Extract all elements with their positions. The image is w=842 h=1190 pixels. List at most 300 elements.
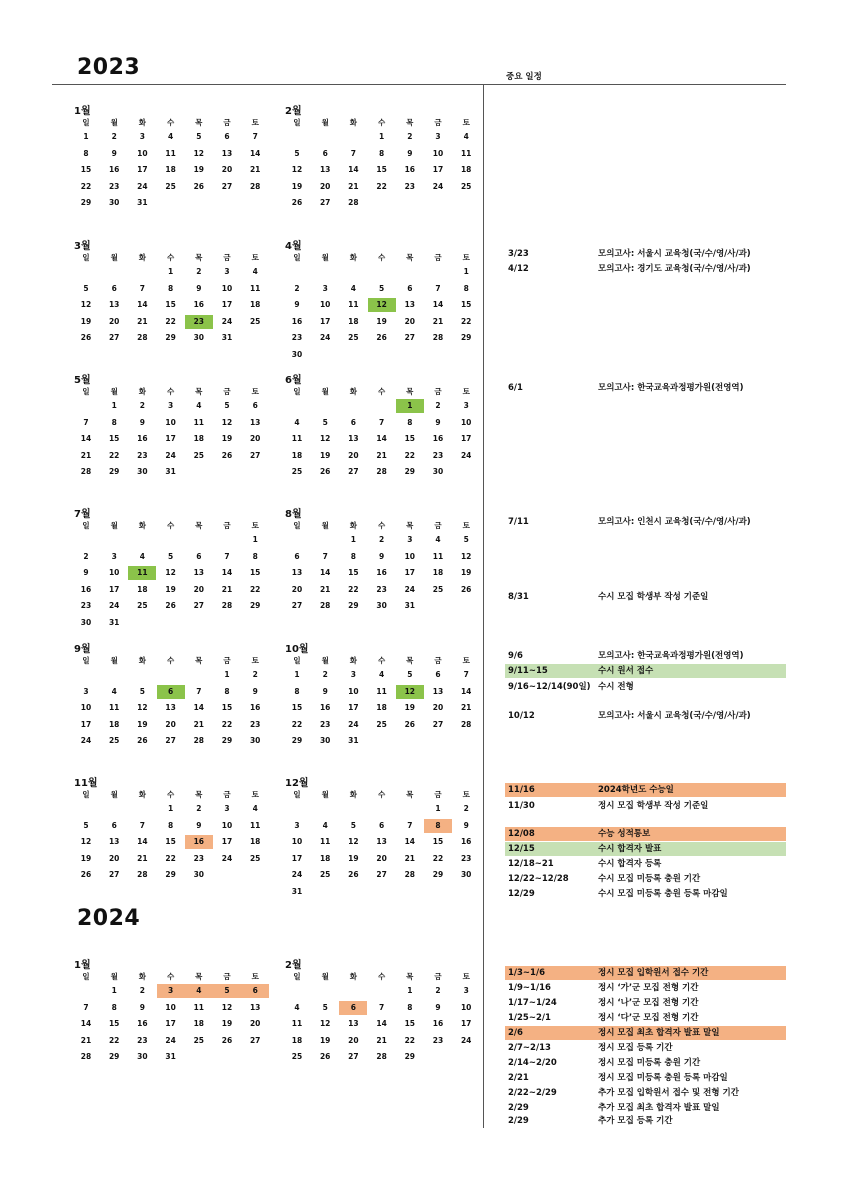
day-cell: 2 (196, 804, 202, 813)
weekday-header: 수 (377, 972, 386, 981)
day-cell: 22 (165, 316, 176, 326)
highlighted-day: 12 (396, 685, 424, 699)
day-cell: 23 (319, 719, 331, 729)
day-cell: 5 (224, 401, 230, 410)
weekday-header: 토 (251, 972, 259, 981)
day-cell: 11 (193, 417, 205, 427)
day-cell: 17 (432, 165, 444, 174)
event-date: 1/3~1/6 (508, 968, 545, 978)
day-cell: 24 (291, 870, 303, 879)
weekday-header: 수 (166, 790, 175, 799)
schedule-row (505, 1011, 786, 1025)
month-label: 2월 (285, 960, 302, 971)
day-cell: 19 (80, 316, 92, 326)
day-cell: 22 (108, 450, 120, 460)
day-cell: 4 (378, 670, 385, 679)
day-cell: 13 (291, 568, 303, 577)
event-date: 2/7~2/13 (508, 1043, 551, 1053)
day-cell: 30 (193, 333, 205, 342)
day-cell: 7 (322, 551, 328, 561)
day-cell: 20 (432, 703, 444, 712)
day-cell: 11 (291, 434, 303, 443)
day-cell: 14 (221, 568, 233, 577)
day-cell: 30 (432, 467, 444, 476)
schedule-row (505, 966, 786, 980)
day-cell: 31 (165, 467, 176, 476)
day-cell: 11 (193, 1002, 205, 1012)
day-cell: 24 (460, 450, 472, 460)
weekday-header: 목 (195, 521, 203, 530)
day-cell: 19 (165, 584, 176, 594)
weekday-header: 일 (82, 790, 90, 799)
weekday-header: 수 (166, 387, 175, 396)
day-cell: 5 (139, 686, 145, 696)
weekday-header: 금 (434, 118, 442, 127)
day-cell: 23 (291, 333, 303, 342)
day-cell: 8 (407, 1002, 413, 1012)
day-cell: 7 (378, 417, 385, 427)
event-date: 10/12 (508, 711, 535, 721)
day-cell: 1 (167, 804, 174, 813)
day-cell: 9 (83, 568, 89, 577)
day-cell: 25 (291, 467, 303, 476)
header-rule (52, 84, 786, 85)
month-label: 3월 (74, 241, 91, 252)
event-date: 12/29 (508, 889, 535, 899)
day-cell: 21 (80, 1035, 92, 1045)
day-cell: 10 (137, 148, 148, 158)
day-cell: 9 (139, 417, 145, 427)
weekday-header: 목 (195, 790, 203, 799)
month-label: 6월 (285, 375, 302, 386)
day-cell: 12 (221, 417, 233, 427)
event-description: 수시 원서 접수 (598, 666, 654, 676)
day-cell: 25 (108, 736, 120, 745)
day-cell: 29 (348, 601, 359, 610)
day-cell: 30 (137, 1052, 148, 1061)
day-cell: 19 (291, 181, 303, 191)
weekday-header: 화 (349, 253, 358, 262)
day-cell: 2 (139, 401, 145, 410)
day-cell: 18 (319, 853, 331, 863)
weekday-header: 토 (462, 521, 470, 530)
day-cell: 18 (165, 165, 176, 174)
weekday-header: 화 (349, 790, 358, 799)
event-description: 모의고사: 경기도 교육청(국/수/영/사/과) (598, 264, 751, 274)
day-cell: 27 (432, 719, 444, 729)
day-cell: 5 (322, 1002, 328, 1012)
day-cell: 15 (460, 300, 472, 309)
day-cell: 24 (319, 333, 331, 342)
event-description: 추가 모집 등록 기간 (598, 1116, 673, 1126)
day-cell: 1 (378, 132, 385, 141)
day-cell: 26 (165, 601, 176, 610)
day-cell: 10 (291, 837, 303, 846)
day-cell: 17 (80, 719, 92, 729)
day-cell: 19 (221, 1019, 233, 1028)
day-cell: 14 (80, 434, 92, 443)
weekday-header: 월 (110, 387, 118, 396)
event-date: 2/14~2/20 (508, 1058, 557, 1068)
day-cell: 30 (460, 870, 472, 879)
day-cell: 3 (463, 986, 469, 995)
day-cell: 3 (224, 804, 230, 813)
schedule-row (505, 1056, 786, 1070)
day-cell: 13 (221, 148, 233, 158)
weekday-header: 목 (195, 387, 203, 396)
day-cell: 17 (165, 1019, 176, 1028)
event-date: 7/11 (508, 517, 529, 527)
month-label: 8월 (285, 509, 302, 520)
schedule-row (505, 857, 786, 871)
day-cell: 22 (404, 450, 416, 460)
day-cell: 1 (111, 401, 117, 410)
day-cell: 28 (80, 1052, 92, 1061)
day-cell: 13 (376, 837, 387, 846)
day-cell: 14 (376, 434, 387, 443)
day-cell: 11 (319, 837, 331, 846)
day-cell: 9 (111, 148, 117, 158)
day-cell: 27 (348, 1052, 359, 1061)
weekday-header: 월 (110, 656, 118, 665)
day-cell: 8 (83, 148, 89, 158)
day-cell: 23 (108, 181, 120, 191)
day-cell: 12 (165, 568, 176, 577)
schedule-row (505, 872, 786, 886)
day-cell: 31 (348, 736, 359, 745)
day-cell: 26 (193, 181, 205, 191)
event-date: 2/22~2/29 (508, 1088, 557, 1098)
day-cell: 3 (294, 820, 300, 830)
day-cell: 3 (463, 401, 469, 410)
day-cell: 10 (460, 1002, 472, 1012)
day-cell: 25 (137, 601, 148, 610)
day-cell: 28 (193, 736, 205, 745)
month-label: 4월 (285, 241, 302, 252)
day-cell: 5 (167, 551, 174, 561)
day-cell: 19 (80, 853, 92, 863)
weekday-header: 수 (166, 118, 175, 127)
day-cell: 30 (291, 349, 303, 359)
day-cell: 11 (376, 686, 387, 696)
day-cell: 24 (460, 1035, 472, 1045)
day-cell: 23 (137, 450, 148, 460)
day-cell: 26 (291, 198, 303, 207)
schedule-row (505, 1026, 786, 1040)
day-cell: 4 (252, 804, 258, 813)
day-cell: 5 (322, 417, 328, 427)
day-cell: 2 (435, 986, 441, 995)
highlighted-day: 12 (368, 298, 396, 312)
weekday-header: 토 (251, 118, 259, 127)
day-cell: 24 (221, 316, 233, 326)
day-cell: 8 (111, 1002, 117, 1012)
day-cell: 27 (376, 870, 387, 879)
day-cell: 18 (460, 165, 472, 174)
day-cell: 6 (252, 401, 258, 410)
day-cell: 10 (80, 703, 92, 712)
day-cell: 2 (139, 986, 145, 995)
day-cell: 7 (139, 820, 145, 830)
day-cell: 19 (460, 568, 472, 577)
highlighted-day: 6 (339, 1001, 367, 1015)
weekday-header: 금 (223, 521, 231, 530)
day-cell: 27 (165, 736, 176, 745)
event-date: 6/1 (508, 383, 523, 393)
day-cell: 6 (435, 670, 441, 679)
day-cell: 30 (108, 198, 120, 207)
day-cell: 27 (249, 450, 261, 460)
day-cell: 25 (165, 181, 176, 191)
day-cell: 10 (319, 300, 331, 309)
day-cell: 14 (460, 686, 472, 696)
highlighted-day: 8 (424, 819, 452, 833)
highlighted-day: 23 (185, 315, 213, 329)
event-date: 9/6 (508, 651, 523, 661)
day-cell: 15 (376, 165, 387, 174)
day-cell: 16 (319, 703, 331, 712)
day-cell: 26 (319, 1052, 331, 1061)
month-label: 5월 (74, 375, 91, 386)
day-cell: 24 (108, 601, 120, 610)
day-cell: 8 (111, 417, 117, 427)
day-cell: 8 (167, 283, 174, 293)
day-cell: 27 (108, 870, 120, 879)
event-date: 2/21 (508, 1073, 529, 1083)
day-cell: 19 (221, 434, 233, 443)
weekday-header: 수 (166, 972, 175, 981)
event-description: 수시 합격자 등록 (598, 859, 662, 869)
day-cell: 20 (348, 450, 359, 460)
weekday-header: 일 (82, 521, 90, 530)
schedule-row (505, 996, 786, 1010)
day-cell: 23 (376, 584, 387, 594)
weekday-header: 일 (293, 118, 301, 127)
day-cell: 1 (435, 804, 441, 813)
weekday-header: 금 (223, 790, 231, 799)
day-cell: 10 (165, 1002, 176, 1012)
highlighted-day: 11 (128, 566, 156, 580)
day-cell: 13 (404, 300, 416, 309)
day-cell: 2 (252, 670, 258, 679)
day-cell: 31 (137, 198, 148, 207)
day-cell: 6 (294, 551, 300, 561)
day-cell: 26 (221, 1035, 233, 1045)
day-cell: 16 (249, 703, 261, 712)
day-cell: 27 (404, 333, 416, 342)
day-cell: 26 (404, 719, 416, 729)
day-cell: 30 (319, 736, 331, 745)
day-cell: 12 (80, 837, 92, 846)
day-cell: 2 (463, 804, 469, 813)
day-cell: 6 (407, 283, 413, 293)
day-cell: 11 (249, 820, 261, 830)
day-cell: 25 (193, 450, 205, 460)
weekday-header: 수 (377, 656, 386, 665)
weekday-header: 목 (195, 253, 203, 262)
day-cell: 26 (137, 736, 148, 745)
day-cell: 14 (80, 1019, 92, 1028)
day-cell: 18 (291, 1035, 303, 1045)
day-cell: 27 (249, 1035, 261, 1045)
weekday-header: 월 (321, 972, 329, 981)
schedule-row (505, 799, 786, 813)
weekday-header: 토 (462, 387, 470, 396)
event-description: 모의고사: 한국교육과정평가원(전영역) (598, 383, 744, 393)
day-cell: 8 (350, 551, 356, 561)
day-cell: 8 (294, 686, 300, 696)
highlighted-day: 5 (213, 984, 241, 998)
day-cell: 4 (167, 132, 174, 141)
weekday-header: 화 (349, 521, 358, 530)
weekday-header: 화 (138, 656, 147, 665)
day-cell: 10 (432, 148, 444, 158)
day-cell: 26 (376, 333, 387, 342)
schedule-row (505, 515, 786, 529)
day-cell: 8 (463, 283, 469, 293)
day-cell: 15 (432, 837, 444, 846)
event-description: 추가 모집 최초 합격자 발표 말일 (598, 1103, 720, 1113)
day-cell: 17 (221, 837, 233, 846)
weekday-header: 금 (223, 656, 231, 665)
highlighted-day: 6 (241, 984, 269, 998)
event-date: 11/16 (508, 785, 535, 795)
event-description: 정시 모집 학생부 작성 기준일 (598, 801, 709, 811)
day-cell: 7 (83, 1002, 89, 1012)
day-cell: 23 (460, 853, 472, 863)
day-cell: 20 (108, 316, 120, 326)
day-cell: 30 (80, 617, 92, 627)
weekday-header: 화 (349, 656, 358, 665)
day-cell: 15 (165, 837, 176, 846)
weekday-header: 월 (110, 790, 118, 799)
day-cell: 25 (193, 1035, 205, 1045)
day-cell: 15 (249, 568, 261, 577)
day-cell: 22 (432, 853, 444, 863)
day-cell: 23 (249, 719, 261, 729)
day-cell: 15 (108, 434, 120, 443)
weekday-header: 화 (138, 118, 147, 127)
year-2024-title: 2024 (77, 906, 141, 931)
weekday-header: 금 (434, 387, 442, 396)
day-cell: 12 (460, 551, 472, 561)
weekday-header: 화 (349, 118, 358, 127)
weekday-header: 일 (82, 387, 90, 396)
day-cell: 20 (221, 165, 233, 174)
weekday-header: 일 (293, 656, 301, 665)
day-cell: 25 (460, 181, 472, 191)
schedule-row (505, 664, 786, 678)
weekday-header: 일 (82, 656, 90, 665)
schedule-row (505, 590, 786, 604)
day-cell: 16 (80, 584, 92, 594)
day-cell: 21 (376, 1035, 387, 1045)
day-cell: 3 (224, 267, 230, 276)
day-cell: 7 (196, 686, 202, 696)
day-cell: 7 (435, 283, 441, 293)
day-cell: 22 (249, 584, 261, 594)
month-label: 10월 (285, 644, 309, 655)
day-cell: 10 (221, 820, 233, 830)
day-cell: 9 (378, 551, 385, 561)
day-cell: 24 (404, 584, 416, 594)
weekday-header: 목 (195, 118, 203, 127)
day-cell: 31 (165, 1052, 176, 1061)
day-cell: 11 (108, 703, 120, 712)
highlighted-day: 1 (396, 399, 424, 413)
day-cell: 3 (111, 551, 117, 561)
event-date: 11/30 (508, 801, 535, 811)
day-cell: 21 (460, 703, 472, 712)
day-cell: 28 (249, 181, 261, 191)
weekday-header: 목 (406, 972, 414, 981)
day-cell: 12 (291, 165, 303, 174)
event-date: 1/9~1/16 (508, 983, 551, 993)
day-cell: 15 (348, 568, 359, 577)
day-cell: 22 (80, 181, 92, 191)
weekday-header: 금 (223, 972, 231, 981)
month-label: 7월 (74, 509, 91, 520)
day-cell: 29 (432, 870, 444, 879)
schedule-row (505, 1041, 786, 1055)
weekday-header: 금 (434, 790, 442, 799)
day-cell: 3 (167, 401, 174, 410)
weekday-header: 목 (406, 790, 414, 799)
day-cell: 21 (80, 450, 92, 460)
day-cell: 31 (108, 617, 120, 627)
day-cell: 4 (252, 267, 258, 276)
weekday-header: 화 (138, 521, 147, 530)
event-description: 모의고사: 인천시 교육청(국/수/영/사/과) (598, 517, 751, 527)
day-cell: 9 (294, 300, 300, 309)
day-cell: 4 (294, 1002, 300, 1012)
day-cell: 20 (108, 853, 120, 863)
day-cell: 6 (224, 132, 230, 141)
weekday-header: 월 (321, 253, 329, 262)
event-date: 3/23 (508, 249, 529, 259)
weekday-header: 목 (406, 253, 414, 262)
day-cell: 22 (404, 1035, 416, 1045)
weekday-header: 화 (138, 253, 147, 262)
day-cell: 6 (196, 551, 202, 561)
day-cell: 9 (407, 148, 413, 158)
day-cell: 11 (165, 148, 176, 158)
weekday-header: 월 (321, 387, 329, 396)
weekday-header: 수 (377, 118, 386, 127)
weekday-header: 금 (434, 656, 442, 665)
day-cell: 26 (221, 450, 233, 460)
day-cell: 6 (378, 820, 385, 830)
day-cell: 13 (319, 165, 331, 174)
day-cell: 17 (348, 703, 359, 712)
day-cell: 1 (83, 132, 89, 141)
day-cell: 28 (376, 1052, 387, 1061)
day-cell: 20 (165, 719, 176, 729)
weekday-header: 금 (223, 387, 231, 396)
day-cell: 15 (291, 703, 303, 712)
event-description: 수시 전형 (598, 682, 634, 692)
event-description: 정시 모집 입학원서 접수 기간 (598, 968, 709, 978)
event-description: 정시 모집 최초 합격자 발표 말일 (598, 1028, 720, 1038)
day-cell: 25 (249, 853, 261, 863)
day-cell: 15 (108, 1019, 120, 1028)
day-cell: 8 (224, 686, 230, 696)
schedule-row (505, 247, 786, 261)
weekday-header: 화 (138, 790, 147, 799)
day-cell: 23 (193, 853, 205, 863)
day-cell: 19 (404, 703, 416, 712)
day-cell: 3 (139, 132, 145, 141)
